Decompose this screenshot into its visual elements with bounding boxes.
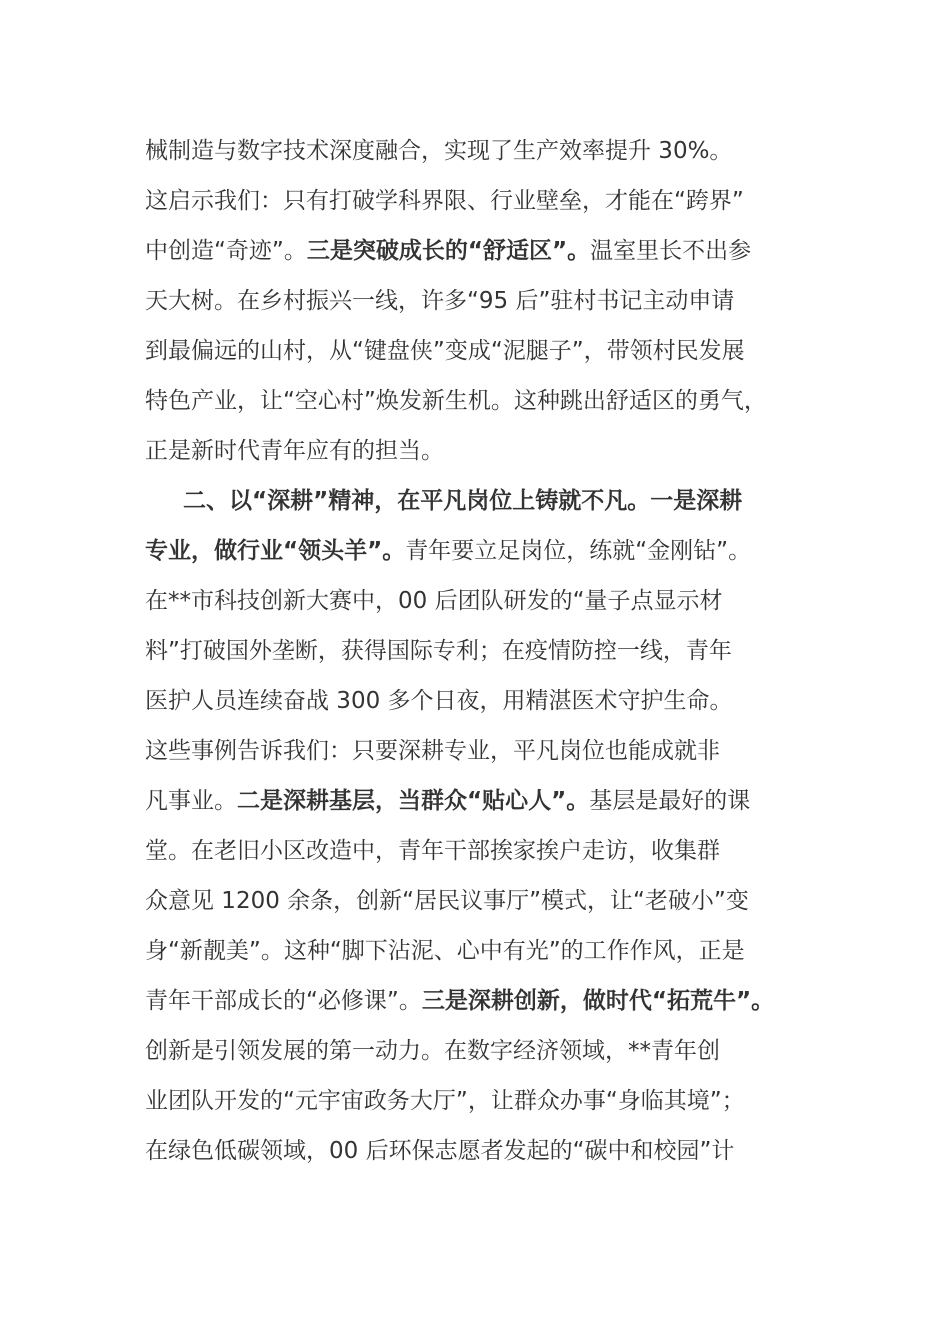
text-segment: 青年要立足岗位，练就“金刚钻”。 bbox=[405, 538, 752, 564]
text-line bbox=[145, 676, 835, 726]
text-line bbox=[145, 1126, 835, 1176]
text-segment: 械制造与数字技术深度融合，实现了生产效率提升 30%。 bbox=[145, 138, 733, 164]
text-segment: 温室里长不出参 bbox=[590, 238, 752, 264]
text-line bbox=[145, 226, 835, 276]
text-line bbox=[145, 576, 835, 626]
text-line bbox=[145, 426, 835, 476]
text-line bbox=[145, 626, 835, 676]
text-segment: 医护人员连续奋战 300 多个日夜，用精湛医术守护生命。 bbox=[145, 688, 733, 714]
bold-heading-segment: 二、以“深耕”精神，在平凡岗位上铸就不凡。一是深耕 bbox=[183, 488, 743, 514]
text-line bbox=[145, 126, 835, 176]
text-line bbox=[145, 876, 835, 926]
bold-heading-segment: 三是突破成长的“舒适区”。 bbox=[306, 238, 591, 264]
text-segment: 基层是最好的课 bbox=[589, 788, 751, 814]
text-segment: 中创造“奇迹”。 bbox=[145, 238, 307, 264]
text-segment: 众意见 1200 余条，创新“居民议事厅”模式，让“老破小”变 bbox=[145, 888, 749, 914]
bold-heading-segment: 三是深耕创新，做时代“拓荒牛”。 bbox=[421, 988, 775, 1014]
text-segment: 身“新靓美”。这种“脚下沾泥、心中有光”的工作作风，正是 bbox=[145, 938, 745, 964]
text-line bbox=[145, 1076, 835, 1126]
text-segment: 创新是引领发展的第一动力。在数字经济领域，**青年创 bbox=[145, 1038, 720, 1064]
text-line bbox=[145, 376, 835, 426]
text-segment: 堂。在老旧小区改造中，青年干部挨家挨户走访，收集群 bbox=[145, 838, 720, 864]
text-segment: 特色产业，让“空心村”焕发新生机。这种跳出舒适区的勇气， bbox=[145, 388, 767, 414]
bold-heading-segment: 二是深耕基层，当群众“贴心人”。 bbox=[237, 788, 590, 814]
text-line bbox=[145, 726, 835, 776]
text-segment: 这启示我们：只有打破学科界限、行业壁垒，才能在“跨界” bbox=[145, 188, 744, 214]
text-line bbox=[145, 776, 835, 826]
text-segment: 天大树。在乡村振兴一线，许多“95 后”驻村书记主动申请 bbox=[145, 288, 735, 314]
body-text bbox=[145, 126, 835, 1176]
text-line bbox=[145, 476, 835, 526]
text-segment: 正是新时代青年应有的担当。 bbox=[145, 438, 444, 464]
text-segment: 凡事业。 bbox=[145, 788, 237, 814]
text-segment: 这些事例告诉我们：只要深耕专业，平凡岗位也能成就非 bbox=[145, 738, 720, 764]
text-line bbox=[145, 276, 835, 326]
text-line bbox=[145, 926, 835, 976]
text-segment: 料”打破国外垄断，获得国际专利；在疫情防控一线，青年 bbox=[145, 638, 732, 664]
bold-heading-segment: 专业，做行业“领头羊”。 bbox=[145, 538, 406, 564]
text-line bbox=[145, 326, 835, 376]
text-segment: 在绿色低碳领域，00 后环保志愿者发起的“碳中和校园”计 bbox=[145, 1138, 735, 1164]
text-line bbox=[145, 176, 835, 226]
text-line bbox=[145, 976, 835, 1026]
text-segment: 业团队开发的“元宇宙政务大厅”，让群众办事“身临其境”； bbox=[145, 1088, 745, 1114]
text-segment: 青年干部成长的“必修课”。 bbox=[145, 988, 422, 1014]
text-line bbox=[145, 826, 835, 876]
text-segment: 到最偏远的山村，从“键盘侠”变成“泥腿子”，带领村民发展 bbox=[145, 338, 745, 364]
text-segment: 在**市科技创新大赛中，00 后团队研发的“量子点显示材 bbox=[145, 588, 723, 614]
text-line bbox=[145, 1026, 835, 1076]
text-line bbox=[145, 526, 835, 576]
